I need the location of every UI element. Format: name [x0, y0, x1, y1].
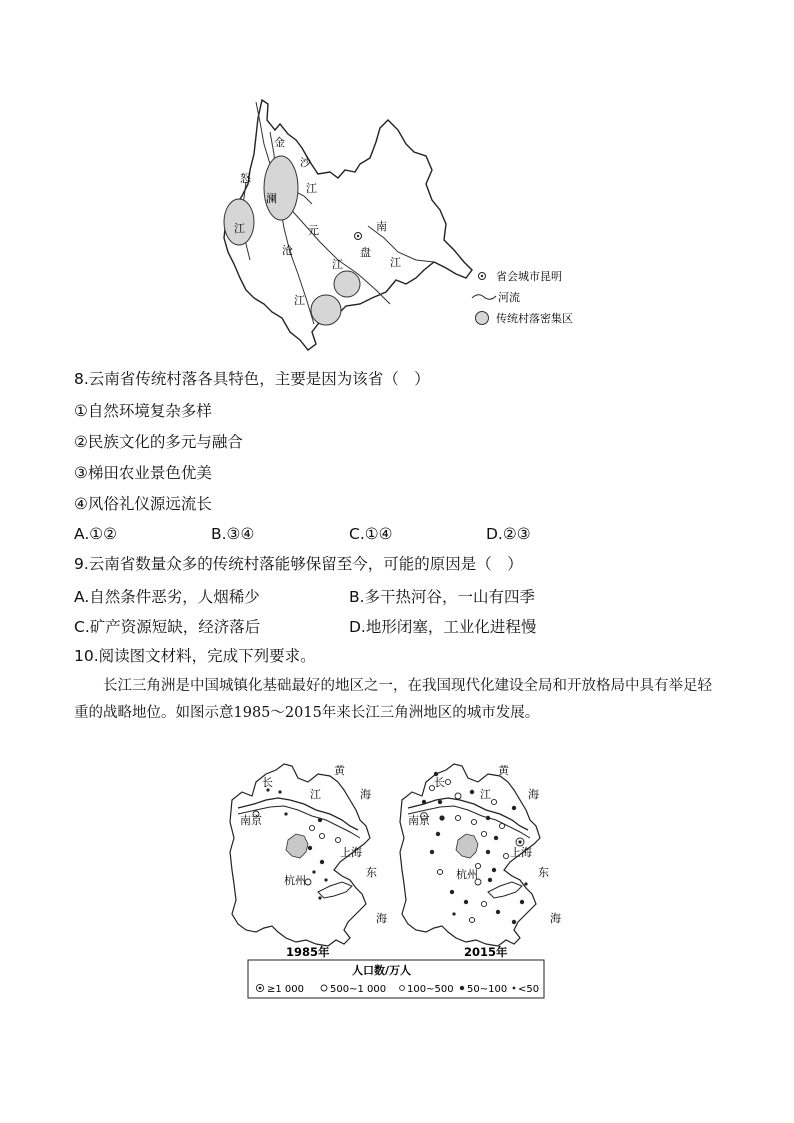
city-circle [469, 917, 474, 922]
city-dot [488, 878, 492, 882]
city-dot [470, 790, 474, 794]
map-label: 江 [306, 182, 317, 195]
city-dot [320, 860, 324, 864]
q9-option-d[interactable]: D.地形闭塞，工业化进程慢 [349, 618, 537, 636]
q10-paragraph: 长江三角洲是中国城镇化基础最好的地区之一，在我国现代化建设全局和开放格局中具有举足轻重的战略地位。如图示意1985～2015年来长江三角洲地区的城市发展。 [74, 678, 712, 721]
legend-item: 50~100 [467, 984, 508, 995]
city-dot [524, 882, 527, 885]
city-circle [445, 779, 450, 784]
city-dot [439, 815, 444, 820]
city-dot [284, 812, 287, 815]
legend-dot-icon [460, 986, 464, 990]
map-label: 江 [390, 256, 401, 269]
year-label-1985: 1985年 [286, 945, 330, 959]
legend-item: 100~500 [407, 984, 454, 995]
yunnan-map [220, 92, 600, 354]
capital-legend-icon-dot [481, 275, 483, 277]
city-circle [319, 833, 324, 838]
city-dot [312, 870, 315, 873]
legend-capital-label: 省会城市昆明 [496, 270, 562, 283]
map-label: 黄 [334, 764, 345, 777]
city-circle [499, 823, 504, 828]
map-label: 怒 [240, 172, 251, 185]
map-label: 黄 [498, 764, 509, 777]
q8-item-1: ①自然环境复杂多样 [74, 402, 212, 420]
legend-title: 人口数/万人 [352, 964, 412, 977]
city-dot [324, 878, 327, 881]
legend-item: 500~1 000 [330, 984, 387, 995]
village-cluster [264, 156, 298, 220]
city-dot [278, 790, 281, 793]
village-cluster [334, 271, 360, 297]
yunnan-outline [224, 100, 472, 350]
map-label: 江 [310, 788, 321, 801]
map-label: 南京 [408, 814, 430, 827]
legend-river-label: 河流 [498, 291, 520, 304]
q9-option-b[interactable]: B.多干热河谷，一山有四季 [349, 588, 536, 606]
q8-item-3: ③梯田农业景色优美 [74, 464, 212, 482]
map-label: 海 [550, 912, 561, 925]
legend-small-icon [400, 986, 405, 991]
city-circle [471, 819, 476, 824]
year-label-2015: 2015年 [464, 945, 508, 959]
map-label: 南 [376, 220, 387, 233]
map-1985 [230, 763, 387, 959]
river-legend-icon [472, 295, 496, 300]
city-dot [486, 816, 490, 820]
map-label: 元 [308, 224, 319, 237]
city-circle [309, 825, 314, 830]
map-label: 东 [366, 866, 377, 879]
city-dot [452, 912, 455, 915]
map-label: 南京 [240, 814, 262, 827]
q8-item-2: ②民族文化的多元与融合 [74, 433, 243, 451]
village-cluster [311, 295, 341, 325]
map-label: 海 [528, 788, 539, 801]
legend-tiny-icon [513, 987, 516, 990]
map-label: 杭州 [456, 868, 478, 881]
map-2015 [400, 763, 561, 959]
q8-option-c[interactable]: C.①④ [349, 525, 393, 543]
q8-item-4: ④风俗礼仪源远流长 [74, 495, 212, 513]
city-circle [437, 869, 442, 874]
city-dot [512, 920, 516, 924]
legend-medium-icon [321, 985, 327, 991]
city-dot [436, 832, 440, 836]
map-label: 长 [434, 776, 445, 789]
city-circle [335, 837, 340, 842]
city-dot [496, 910, 500, 914]
city-circle [481, 901, 486, 906]
q8-option-a[interactable]: A.①② [74, 525, 118, 543]
city-dot [494, 836, 498, 840]
map-label: 金 [274, 136, 285, 149]
map-label: 海 [360, 788, 371, 801]
city-dot [450, 890, 454, 894]
q8-option-b[interactable]: B.③④ [211, 525, 255, 543]
q9-option-c[interactable]: C.矿产资源短缺，经济落后 [74, 618, 261, 636]
map-label: 上海 [510, 846, 532, 859]
city-dot [318, 896, 321, 899]
map-label: 江 [480, 788, 491, 801]
city-dot [512, 806, 516, 810]
city-dot [422, 800, 426, 804]
q9-option-a[interactable]: A.自然条件恶劣，人烟稀少 [74, 588, 260, 606]
kunming-marker-dot [357, 235, 359, 237]
map-label: 沙 [300, 156, 311, 169]
map-label: 海 [376, 912, 387, 925]
map-label: 杭州 [284, 874, 306, 887]
city-large-dot [518, 840, 521, 843]
map-label: 澜 [266, 192, 277, 205]
q8-stem: 8.云南省传统村落各具特色，主要是因为该省（ ） [74, 370, 430, 388]
city-dot [430, 850, 434, 854]
legend-item: <50 [518, 984, 540, 995]
city-circle [491, 799, 496, 804]
map-label: 江 [234, 222, 245, 235]
yangtze-delta-maps [226, 752, 578, 1002]
q9-stem: 9.云南省数量众多的传统村落能够保留至今，可能的原因是（ ） [74, 555, 523, 573]
city-dot [464, 900, 468, 904]
legend-large-icon-dot [259, 987, 262, 990]
map-label: 江 [294, 294, 305, 307]
q10-stem: 10.阅读图文材料，完成下列要求。 [74, 647, 316, 665]
map-label: 江 [332, 258, 343, 271]
city-dot [318, 818, 322, 822]
city-dot [520, 900, 524, 904]
legend-cluster-label: 传统村落密集区 [496, 312, 573, 325]
map-label: 沧 [282, 244, 293, 257]
map-label: 东 [538, 866, 549, 879]
legend-item: ≥1 000 [267, 984, 305, 995]
city-dot [492, 868, 496, 872]
city-dot [308, 846, 312, 850]
city-circle [481, 831, 486, 836]
cluster-legend-icon [476, 312, 489, 325]
q8-option-d[interactable]: D.②③ [486, 525, 531, 543]
map-label: 盘 [360, 246, 371, 259]
city-dot [438, 800, 442, 804]
city-dot [486, 850, 490, 854]
city-circle [455, 793, 461, 799]
city-circle [503, 853, 508, 858]
map-label: 上海 [340, 846, 362, 859]
map-label: 长 [262, 776, 273, 789]
city-circle [455, 815, 460, 820]
